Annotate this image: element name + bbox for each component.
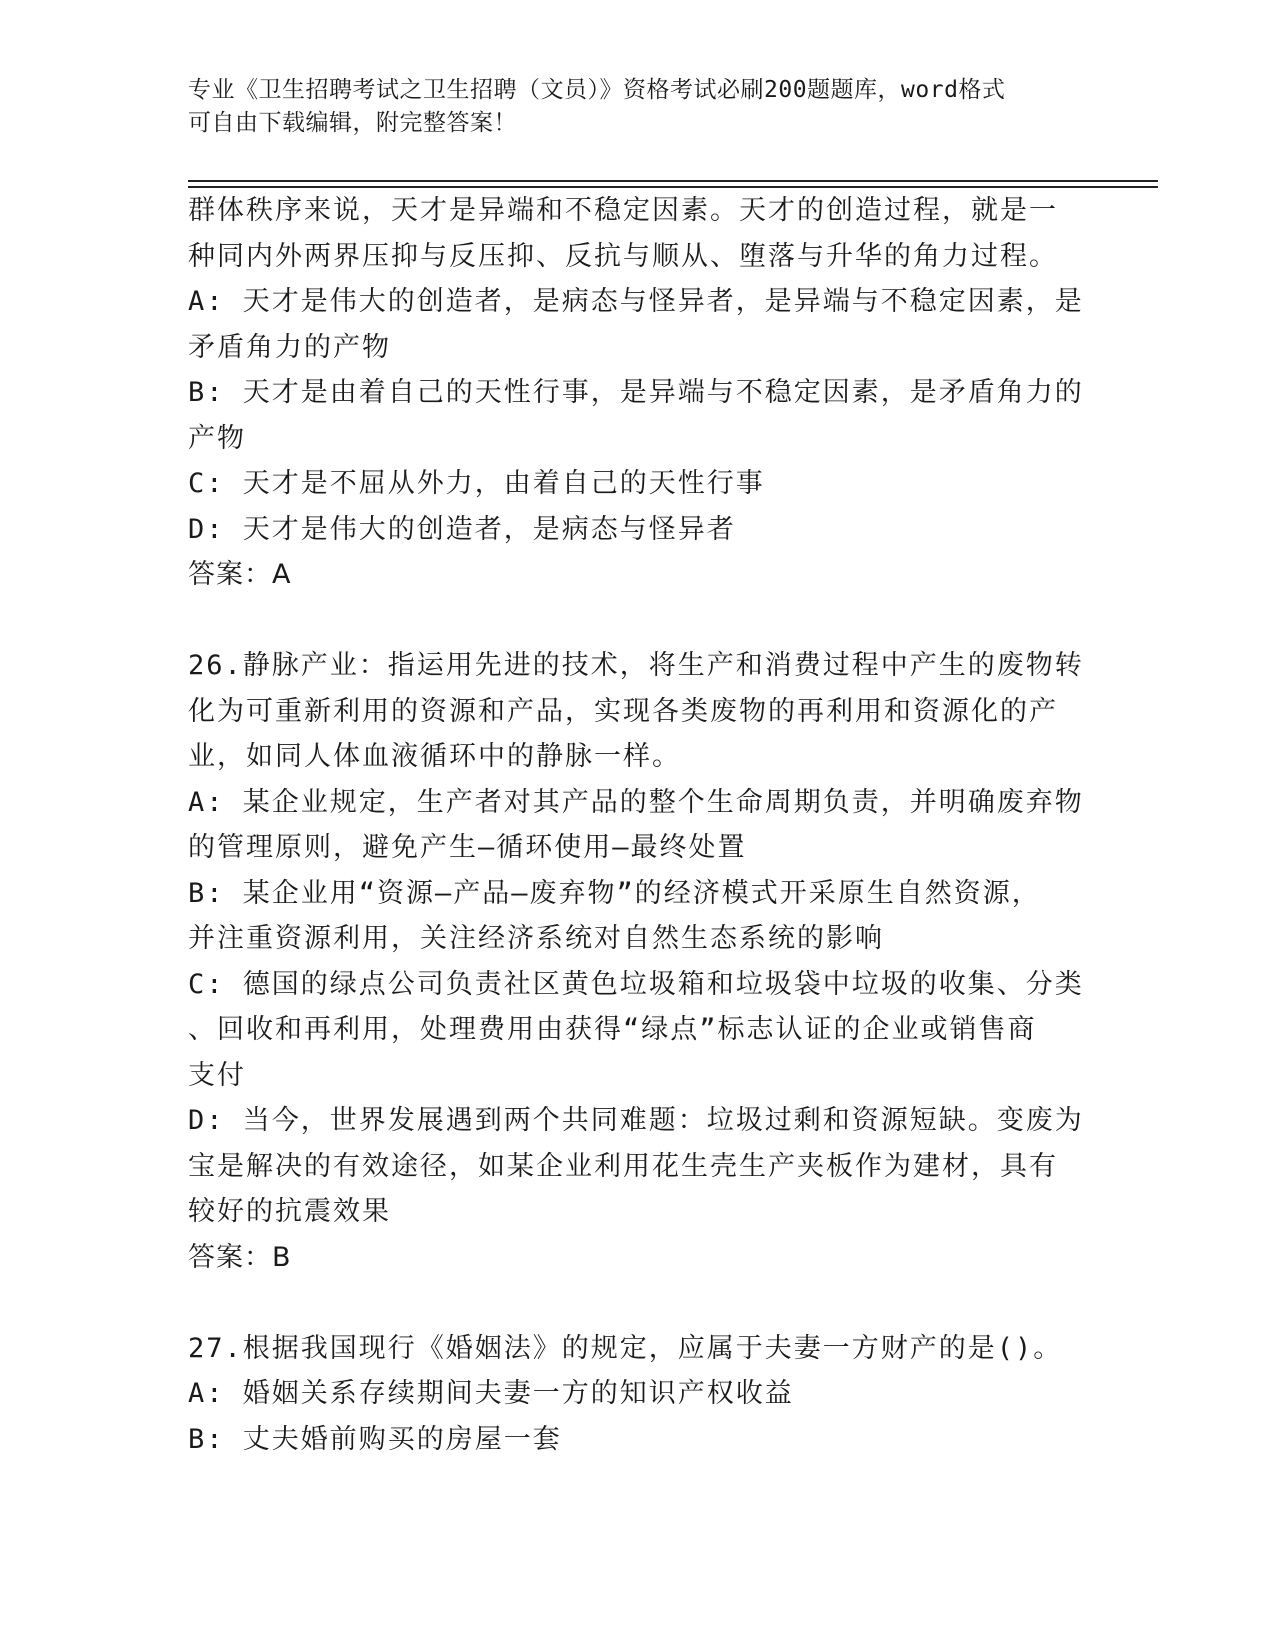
header-line: 可自由下载编辑，附完整答案！ <box>188 110 517 136</box>
option-d: D: 天才是伟大的创造者，是病态与怪异者 <box>188 513 736 545</box>
answer-label: 答案：B <box>188 1241 292 1273</box>
question-stem-line: 业，如同人体血液循环中的静脉一样。 <box>188 741 681 772</box>
option-b: 并注重资源利用，关注经济系统对自然生态系统的影响 <box>188 923 884 954</box>
option-c: 支付 <box>188 1059 246 1091</box>
question-block-25 <box>188 188 1088 598</box>
spacer <box>188 1280 1088 1326</box>
option-a: A: 某企业规定，生产者对其产品的整个生命周期负责，并明确废弃物 <box>188 786 1084 818</box>
question-block-27 <box>188 1326 1088 1463</box>
option-b: B: 天才是由着自己的天性行事，是异端与不稳定因素，是矛盾角力的 <box>188 377 1084 408</box>
header-divider <box>188 180 1158 182</box>
option-b: B: 丈夫婚前购买的房屋一套 <box>188 1423 562 1455</box>
document-header <box>188 74 1068 140</box>
option-a: 的管理原则，避免产生—循环使用—最终处置 <box>188 832 747 863</box>
question-content <box>188 188 1088 1462</box>
spacer <box>188 598 1088 644</box>
header-line: 专业《卫生招聘考试之卫生招聘（文员）》资格考试必刷200题题库，word格式 <box>188 77 1006 103</box>
option-a: A: 天才是伟大的创造者，是病态与怪异者，是异端与不稳定因素，是 <box>188 286 1084 317</box>
question-stem-line: 26.静脉产业：指运用先进的技术，将生产和消费过程中产生的废物转 <box>188 650 1084 681</box>
option-a: 矛盾角力的产物 <box>188 331 391 363</box>
answer-label: 答案：A <box>188 559 292 590</box>
option-b: B: 某企业用“资源—产品—废弃物”的经济模式开采原生自然资源， <box>188 877 1041 909</box>
option-c: 、回收和再利用，处理费用由获得“绿点”标志认证的企业或销售商 <box>188 1014 1037 1045</box>
question-stem-line: 27.根据我国现行《婚姻法》的规定，应属于夫妻一方财产的是()。 <box>188 1332 1063 1364</box>
option-b: 产物 <box>188 422 246 454</box>
question-block-26 <box>188 643 1088 1280</box>
question-stem-line: 种同内外两界压抑与反压抑、反抗与顺从、堕落与升华的角力过程。 <box>188 240 1058 272</box>
option-a: A: 婚姻关系存续期间夫妻一方的知识产权收益 <box>188 1378 794 1409</box>
question-stem-line: 化为可重新利用的资源和产品，实现各类废物的再利用和资源化的产 <box>188 695 1058 727</box>
option-d: 宝是解决的有效途径，如某企业利用花生壳生产夹板作为建材，具有 <box>188 1150 1058 1182</box>
option-d: 较好的抗震效果 <box>188 1196 391 1227</box>
option-c: C: 天才是不屈从外力，由着自己的天性行事 <box>188 468 765 499</box>
option-d: D: 当今，世界发展遇到两个共同难题：垃圾过剩和资源短缺。变废为 <box>188 1105 1084 1136</box>
question-stem-line: 群体秩序来说，天才是异端和不稳定因素。天才的创造过程，就是一 <box>188 195 1058 226</box>
option-c: C: 德国的绿点公司负责社区黄色垃圾箱和垃圾袋中垃圾的收集、分类 <box>188 968 1084 1000</box>
